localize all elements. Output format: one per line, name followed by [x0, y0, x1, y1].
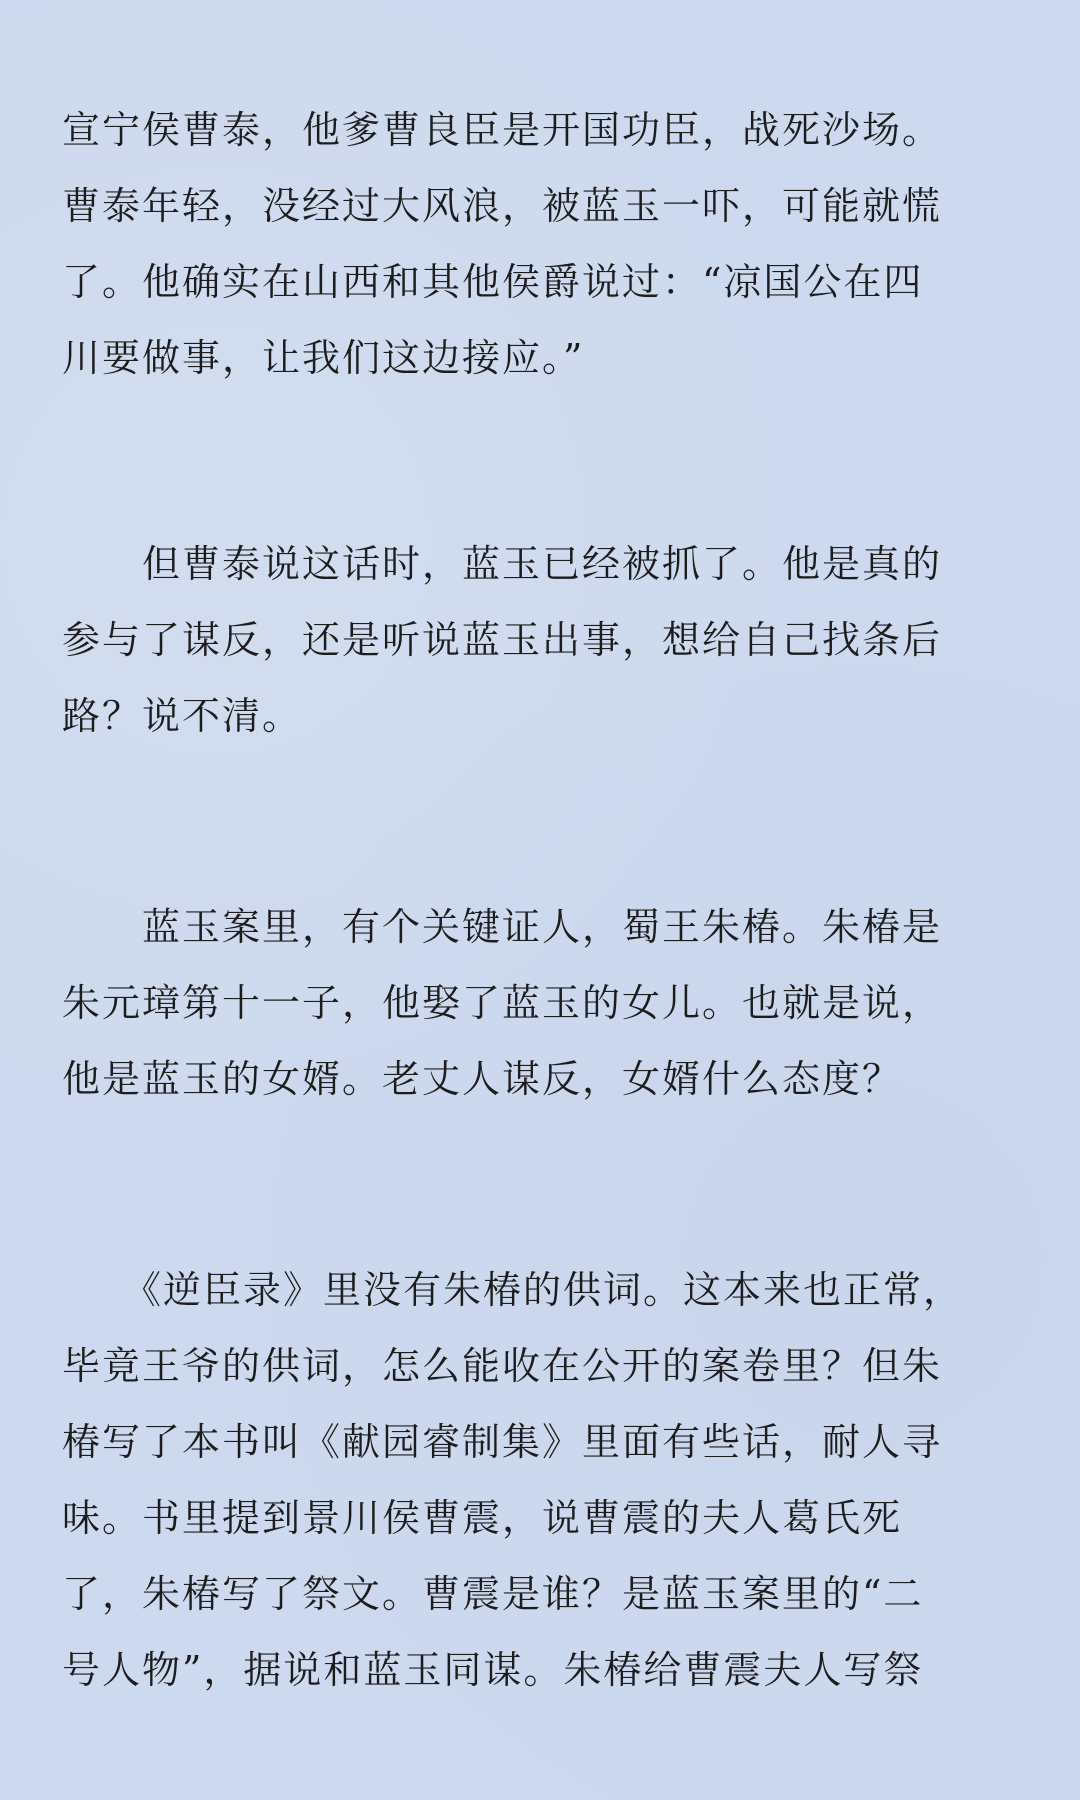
- paragraph-spacer: [62, 754, 1020, 889]
- text-line: 朱元璋第十一子，他娶了蓝玉的女儿。也就是说，: [62, 981, 943, 1025]
- text-line: 号人物”，据说和蓝玉同谋。朱椿给曹震夫人写祭: [62, 1648, 924, 1692]
- text-line: 毕竟王爷的供词，怎么能收在公开的案卷里？但朱: [62, 1344, 943, 1388]
- text-line: 宣宁侯曹泰，他爹曹良臣是开国功臣，战死沙场。: [62, 108, 943, 152]
- paragraph-1: [62, 92, 1020, 396]
- text-line: 他是蓝玉的女婿。老丈人谋反，女婿什么态度？: [62, 1057, 903, 1101]
- text-line: 了。他确实在山西和其他侯爵说过：“凉国公在四: [62, 260, 924, 304]
- text-line: 曹泰年轻，没经过大风浪，被蓝玉一吓，可能就慌: [62, 184, 943, 228]
- text-line: 川要做事，让我们这边接应。”: [62, 336, 585, 380]
- paragraph-2: [62, 526, 1020, 754]
- text-line: 蓝玉案里，有个关键证人，蜀王朱椿。朱椿是: [62, 905, 943, 949]
- text-line: 《逆臣录》里没有朱椿的供词。这本来也正常，: [62, 1268, 964, 1312]
- text-line: 椿写了本书叫《献园睿制集》里面有些话，耐人寻: [62, 1420, 943, 1464]
- paragraph-3: [62, 889, 1020, 1117]
- text-line: 了，朱椿写了祭文。曹震是谁？是蓝玉案里的“二: [62, 1572, 924, 1616]
- paragraph-spacer: [62, 396, 1020, 526]
- text-line: 路？说不清。: [62, 694, 303, 738]
- text-line: 但曹泰说这话时，蓝玉已经被抓了。他是真的: [62, 542, 943, 586]
- paragraph-4: [62, 1252, 1020, 1708]
- paragraph-spacer: [62, 1117, 1020, 1252]
- text-line: 参与了谋反，还是听说蓝玉出事，想给自己找条后: [62, 618, 943, 662]
- text-line: 味。书里提到景川侯曹震，说曹震的夫人葛氏死: [62, 1496, 903, 1540]
